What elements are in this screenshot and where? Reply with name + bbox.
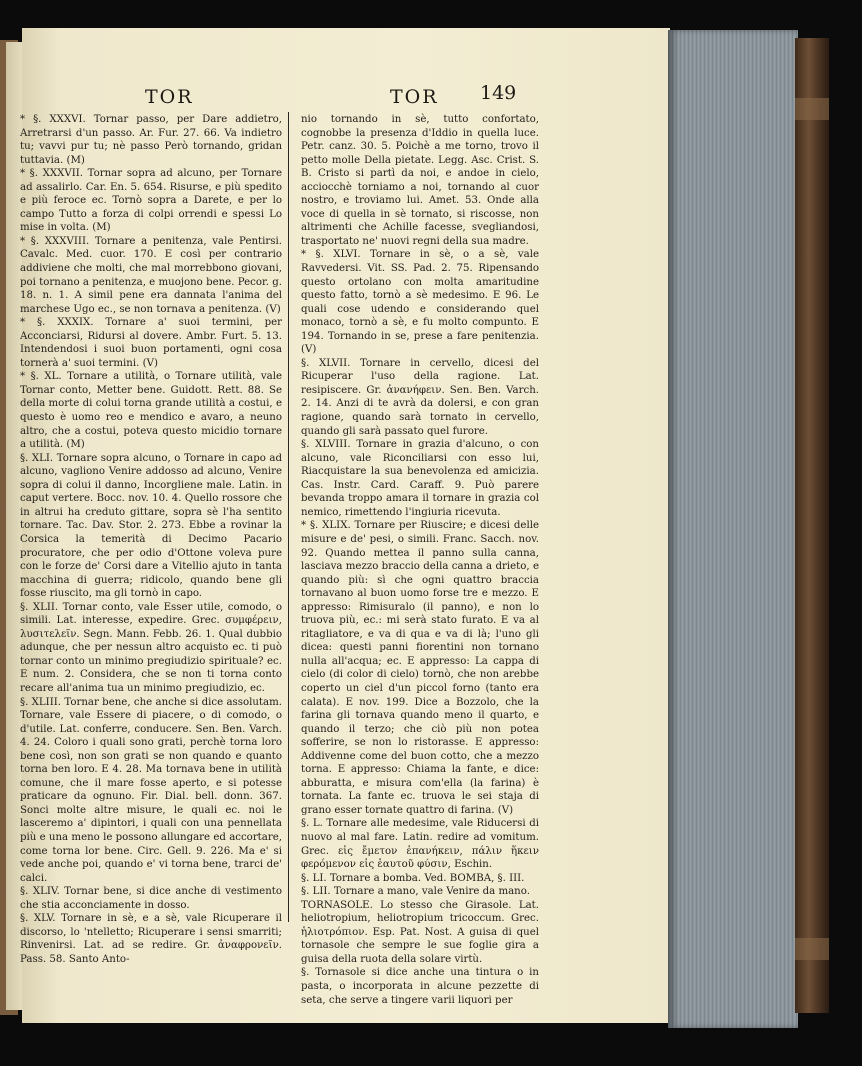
page-number: 149 xyxy=(480,82,517,104)
running-head-right: TOR xyxy=(390,86,439,108)
text-column-right xyxy=(301,113,539,1006)
paragraph: * §. XXXVII. Tornar sopra ad alcuno, per Tornare ad assalirlo. Car. En. 5. 654. Risurse, e più spedito e più feroce ec. Tornò sopra a Darete, e per lo campo Tutto a forza di colpi orrendi e spessi Lo mise in volta. (M) xyxy=(20,168,282,234)
paragraph: §. XLII. Tornar conto, vale Esser utile, comodo, o simili. Lat. interesse, expedire. Grec. συμφέρειν, λυσιτελεῖν. Segn. Mann. Febb. 26. 1. Qual dubbio adunque, che per nessun altro acquisto ec. ti può tornar conto un minimo pregiudizio spirituale? ec. E num. 2. Considera, che se non ti torna conto recare all'anima tua un minimo pregiudizio, ec. xyxy=(20,601,282,694)
paragraph: * §. XXXVI. Tornar passo, per Dare addietro, Arretrarsi d'un passo. Ar. Fur. 27. 66. Va indietro tu; vavvi pur tu; nè passo Però tornando, gridan tuttavia. (M) xyxy=(20,114,282,166)
page-edges xyxy=(668,30,798,1028)
paragraph: * §. XL. Tornare a utilità, o Tornare utilità, vale Tornar conto, Metter bene. Guidott. Rett. 88. Se della morte di colui torna grande utilità a costui, e questo è uomo reo e mendico e avaro, a neuno altro, che a costui, poteva questo micidio tornare a utilità. (M) xyxy=(20,371,282,451)
paragraph: §. XLVIII. Tornare in grazia d'alcuno, o con alcuno, vale Riconciliarsi con esso lui, Riacquistare la sua benevolenza ed amicizia. Cas. Instr. Card. Caraff. 9. Può parere bevanda troppo amara il tornare in grazia col nemico, rimettendo l'ingiuria ricevuta. xyxy=(301,439,539,518)
text-column-left xyxy=(20,113,282,965)
paragraph: * §. XLIX. Tornare per Riuscire; e dicesi delle misure e de' pesi, o simili. Franc. Sacch. nov. 92. Quando mettea il panno sulla canna, lasciava mezzo braccio della canna a drieto, e quando più: sì che ogni quattro braccia tornavano al buon uomo forse tre e mezzo. E appresso: Rimisuralo (il panno), e non lo truova più, ec.: mi serà stato furato. E va al ritagliatore, e va di qua e va di là; l'uno gli dicea: questi panni fiorentini non tornano nulla all'acqua; ec. E appresso: La cappa di cielo (di color di cielo) tornò, che non arebbe coperto un ciel d'un piccol forno (tanto era calata). E nov. 199. Dice a Bozzolo, che la farina gli tornava quando meno il quarto, e quando il terzo; che ciò più non potea sofferire, se non lo ristorasse. E appresso: Addivenne come del buon cotto, che a mezzo torna. E appresso: Chiama la fante, e dice: abburatta, e misura com'ella (la farina) è tornata. La fante ec. truova le sei staja di grano esser tornate quattro di farina. (V) xyxy=(301,520,539,816)
paragraph: * §. XXXIX. Tornare a' suoi termini, per Acconciarsi, Ridursi al dovere. Ambr. Furt. 5. 13. Intendendosi i suoi buon portamenti, ogni cosa tornerà a' suoi termini. (V) xyxy=(20,317,282,369)
paragraph: * §. XLVI. Tornare in sè, o a sè, vale Ravvedersi. Vit. SS. Pad. 2. 75. Ripensando questo ortolano con molta amaritudine questo fatto, tornò a sè medesimo. E 96. Le quali cose udendo e considerando quel monaco, tornò a sè, e fu molto compunto. E 194. Tornando in se, prese a fare penitenzia. (V) xyxy=(301,249,539,356)
spine-band xyxy=(795,98,829,120)
paragraph: §. XLI. Tornare sopra alcuno, o Tornare in capo ad alcuno, vagliono Venire addosso ad alcuno, Venire sopra di colui il danno, Incorgliene male. Latin. in caput vertere. Bocc. nov. 10. 4. Quello rossore che in altrui ha creduto gittare, sopra sè l'ha sentito tornare. Tac. Dav. Stor. 2. 273. Ebbe a rovinar la Corsica la temerità di Decimo Pacario procuratore, che per odio d'Ottone voleva pure con le forze de' Corsi dare a Vitellio ajuto in tanta macchina di guerra; ridicolo, quando bene gli fosse riuscito, ma gli tornò in capo. xyxy=(20,452,282,600)
paragraph: §. L. Tornare alle medesime, vale Riducersi di nuovo al mal fare. Latin. redire ad vomitum. Grec. εἰς ἔμετον ἐπανήκειν, πάλιν ἥκειν φερόμενον εἰς ἑαυτοῦ φύσιν, Eschin. xyxy=(301,818,539,871)
paragraph: §. Tornasole si dice anche una tintura o in pasta, o incorporata in alcune pezzette di seta, che serve a tingere varii liquori per xyxy=(301,967,539,1006)
book-spine xyxy=(795,38,829,1013)
paragraph: §. LI. Tornare a bomba. Ved. BOMBA, §. III. xyxy=(301,872,525,884)
paragraph: * §. XXXVIII. Tornare a penitenza, vale Pentirsi. Cavalc. Med. cuor. 170. E così per contrario addiviene che molti, che mal morrebbono giovani, poi tornano a penitenza, e muojono bene. Pecor. g. 18. n. 1. A simil pene era dannata l'anima del marchese Ugo ec., se non tornava a penitenza. (V) xyxy=(20,235,282,315)
spine-band xyxy=(795,938,829,960)
paragraph: §. XLV. Tornare in sè, e a sè, vale Ricuperare il discorso, lo 'ntelletto; Ricuperare i sensi smarriti; Rinvenirsi. Lat. ad se redire. Gr. ἀναφρονεῖν. Pass. 58. Santo Anto- xyxy=(20,913,282,965)
paragraph: §. XLIV. Tornar bene, si dice anche di vestimento che stia acconciamente in dosso. xyxy=(20,886,282,911)
running-head-left: TOR xyxy=(145,86,194,108)
paragraph: §. XLIII. Tornar bene, che anche si dice assolutam. Tornare, vale Essere di piacere, o di comodo, o d'utile. Lat. conferre, conducere. Sen. Ben. Varch. 4. 24. Coloro i quali sono grati, perchè torna loro bene così, non son grati se non quando e quanto torna ben loro. E 4. 28. Ma tornava bene in utilità comune, che il mare fosse aperto, e si potesse praticare da ognuno. Fir. Dial. bell. donn. 367. Sonci molte altre misure, le quali ec. noi le lasceremo a' dipintori, i quali con una pennellata più e una meno le possono allungare ed accortare, come torna lor bene. Circ. Gell. 9. 226. Ma e' si vede anche poi, quando e' vi torna bene, trarci de' calci. xyxy=(20,696,282,884)
column-divider xyxy=(288,112,289,922)
paragraph: TORNASOLE. Lo stesso che Girasole. Lat. heliotropium, heliotropium tricoccum. Grec. ἡλιοτρόπιον. Esp. Pat. Nost. A guisa di quel tornasole che sempre le sue foglie gira a guisa della ruota della solare virtù. xyxy=(301,899,539,965)
paragraph: §. LII. Tornare a mano, vale Venire da mano. xyxy=(301,886,530,898)
paragraph: nio tornando in sè, tutto confortato, cognobbe la presenza d'Iddio in quella luce. Petr. canz. 30. 5. Poichè a me torno, trovo il petto molle Della pietate. Legg. Asc. Crist. S. B. Cristo si partì da noi, e andoe in cielo, acciocchè torniamo a noi, tornando al cuor nostro, e troviamo lui. Amet. 53. Onde alla voce di quella in sè tornato, si riscosse, non altrimenti che Achille facesse, svegliandosi, trasportato ne' nuovi regni della sua madre. xyxy=(301,114,539,247)
paragraph: §. XLVII. Tornare in cervello, dicesi del Ricuperar l'uso della ragione. Lat. resipiscere. Gr. ἀνανήφειν. Sen. Ben. Varch. 2. 14. Anzi di te avrà da dolersi, e con gran ragione, quando sarà tornato in cervello, quando gli sarà passato quel furore. xyxy=(301,357,539,437)
